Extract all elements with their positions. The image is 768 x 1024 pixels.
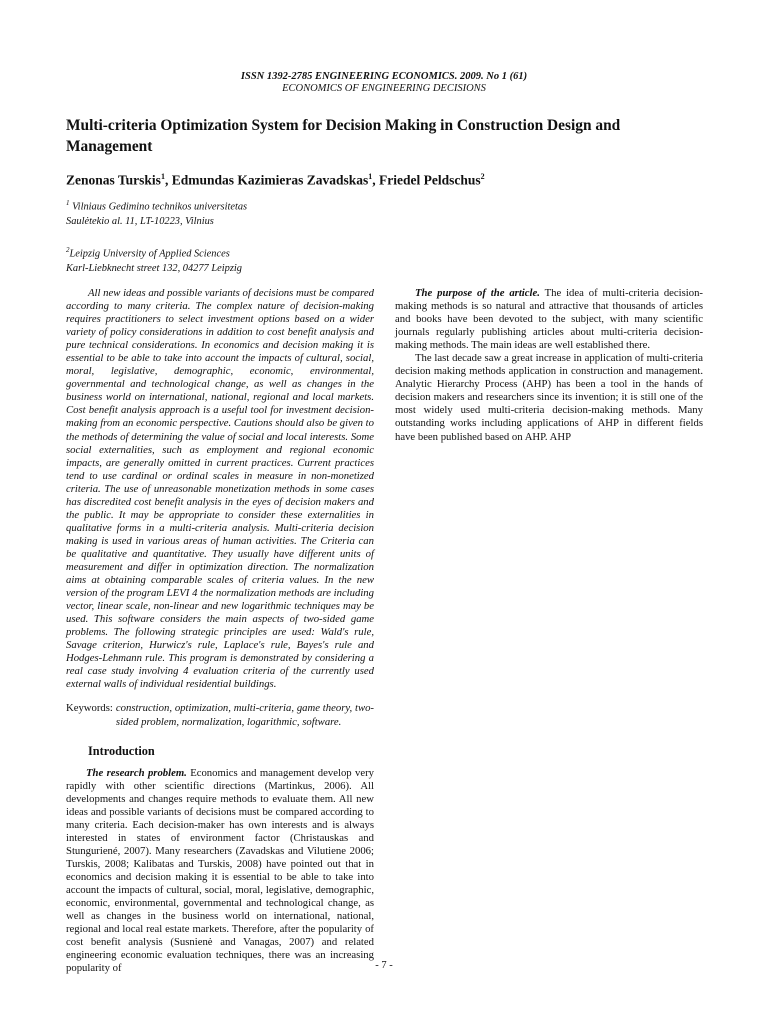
affiliation-address: Karl-Liebknecht street 132, 04277 Leipzig [66, 263, 242, 275]
author-affiliation-mark: 1 [368, 172, 373, 181]
affiliation-1 [66, 196, 247, 229]
intro-paragraph-1-start [66, 767, 374, 976]
affiliation-mark: 1 [66, 199, 70, 207]
author-name: Edmundas Kazimieras Zavadskas [171, 172, 369, 188]
affiliation-2 [66, 243, 242, 276]
run-in-heading-purpose: The purpose of the article. [415, 287, 540, 299]
left-column [66, 287, 374, 975]
journal-section-line: ECONOMICS OF ENGINEERING DECISIONS [282, 83, 486, 94]
author-affiliation-mark: 1 [160, 172, 165, 181]
affiliation-institution: Vilniaus Gedimino technikos universitetas [72, 201, 248, 213]
journal-issn-line: ISSN 1392-2785 ENGINEERING ECONOMICS. 2009. No 1 (61) [240, 71, 528, 82]
affiliation-address: Saulėtekio al. 11, LT-10223, Vilnius [66, 216, 214, 228]
right-column [395, 287, 703, 444]
author-affiliation-mark: 2 [480, 172, 485, 181]
intro-paragraph-3: The last decade saw a great increase in application of multi-criteria decision making methods application in construction and management. Analytic Hierarchy Process (AHP) has been a tool in the hands of decision makers and researchers since its invention; it is still one of the most widely used multi-criteria decision-making methods. Many outstanding works including applications of AHP in different fields have been published based on AHP. AHP [395, 352, 703, 443]
keywords-label: Keywords: [66, 702, 113, 715]
intro-paragraph-2 [395, 287, 703, 352]
paragraph-text: The idea of multi-criteria decision-making methods is so natural and attractive that thousands of articles and books have been devoted to the subject, with many scientific journals regularly publishing articles about multi-criteria decision-making methods. The main ideas are well established there. [395, 287, 703, 352]
paragraph-text: Economics and management develop very rapidly with other scientific directions (Martinkus, 2006). All developments and changes require methods to evaluate them. All new ideas and possible variants of decisions must be compared according to many criteria. Each decision-maker has own interests and is always interested in states of environment factor (Christauskas and Stunguriené, 2007). Many researchers (Zavadskas and Vilutiene 2006; Turskis, 2008; Kalibatas and Turskis, 2008) have pointed out that in economics and decision making it is essential to be able to take into account the impacts of cultural, social, moral, legislative, demographic, economic, environmental, governmental and technological change, as well as changes in the business world on international, national, regional and local real estate markets. Therefore, after the popularity of cost benefit analysis (Susnienė and Vanagas, 2007) and related engineering economic evaluation techniques, there was an increasing popularity of [66, 766, 374, 975]
author-list: Zenonas Turskis$^1$, Edmundas Kazimieras Zavadskas$^1$, Friedel Peldschus$^2$ [66, 172, 485, 188]
run-in-heading-research-problem: The research problem. [86, 766, 187, 779]
keywords [66, 702, 374, 728]
paper-title: Multi-criteria Optimization System for Decision Making in Construction Design and Management [66, 117, 621, 155]
affiliation-institution: Leipzig University of Applied Sciences [69, 248, 230, 260]
abstract: All new ideas and possible variants of decisions must be compared according to many criteria. The complex nature of decision-making requires practitioners to select investment options based on a wider variety of policy considerations in addition to cost benefit analysis and pure technical considerations. In economics and decision making it is essential to be able to take into account the impacts of cultural, social, moral, legislative, demographic, economic, environmental, governmental and technological change, as well as changes in the business world on international, national, regional and local markets. Cost benefit analysis approach is a useful tool for investment decision-making from an economic perspective. Cautions should also be given to the methods of determining the value of social and local interests. Some social externalities, such as employment and regional economic impacts, are generally omitted in current practices. Current practices tend to use cardinal or ordinal scales in measure in non-monetized criteria. The use of unreasonable monetization methods in some cases has discredited cost benefit analysis in the eyes of decision makers and the public. It may be appropriate to consider these externalities in qualitative forms in a multi-criteria analysis. Multi-criteria decision making is used in various areas of human activities. The Criteria can be qualitative and quantitative. They usually have different units of measurement and differ in optimization direction. The normalization aims at obtaining comparable scales of criteria values. In the new version of the program LEVI 4 the normalization methods are including vector, linear scale, non-linear and new logarithmic techniques may be used. This software considers the main aspects of two-sided game problems. The following strategic principles are used: Wald's rule, Savage criterion, Hurwicz's rule, Laplace's rule, Bayes's rule and Hodges-Lehmann rule. This program is demonstrated by considering a real case study involving 4 evaluation criteria of the currently used external walls of individual residential buildings. [66, 287, 374, 691]
author-name: Friedel Peldschus [378, 172, 481, 188]
section-heading-introduction: Introduction [88, 743, 155, 758]
affiliation-mark: 2 [66, 246, 70, 254]
page-number: - 7 - [375, 960, 393, 971]
keywords-text: construction, optimization, multi-criteria, game theory, two-sided problem, normalization, logarithmic, software. [115, 702, 374, 728]
author-name: Zenonas Turskis [66, 172, 161, 188]
